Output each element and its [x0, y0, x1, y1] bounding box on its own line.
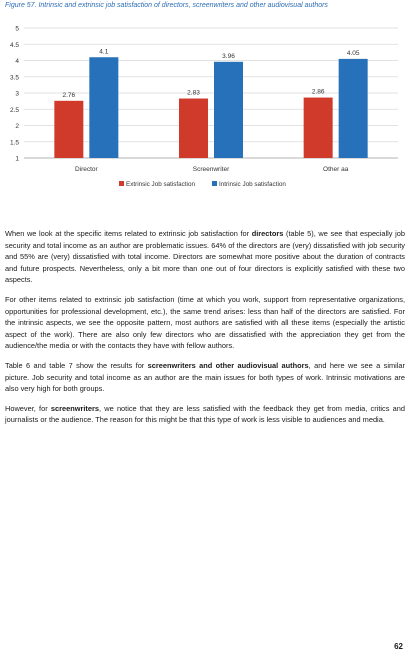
- data-label: 2.76: [62, 91, 76, 99]
- y-tick-label: 5: [15, 25, 19, 33]
- y-tick-label: 2: [15, 123, 19, 130]
- bar-intrinsic-other-aa: [339, 59, 368, 158]
- x-tick-label: Other aa: [323, 166, 349, 173]
- y-tick-label: 3.5: [9, 74, 19, 82]
- legend-entry: Intrinsic Job satisfaction: [219, 181, 286, 188]
- bar-extrinsic-screenwriter: [179, 99, 208, 158]
- bold-term: screenwriters and other audiovisual authors: [147, 360, 309, 370]
- figure-caption: Figure 57. Intrinsic and extrinsic job satisfaction of directors, screenwriters and other audiovisual authors: [5, 2, 328, 9]
- paragraph-4: [5, 403, 405, 426]
- data-label: 2.83: [187, 89, 200, 97]
- y-tick-label: 1: [15, 155, 19, 163]
- y-tick-label: 1.5: [9, 139, 19, 147]
- text-run: (table 5), we see that especially job security and total income as an author are problematic issues. 64% of the directors are (very) dissatisfied with job security and 55% are (very) dissatisfied with total income. Directors are somewhat more positive about the duration of contracts and future prospects. Nevertheless, only a bit more than one out of four directors is explicitly satisfied with these two aspects.: [5, 229, 405, 285]
- data-label: 3.96: [222, 52, 235, 60]
- y-tick-label: 4.5: [9, 41, 19, 49]
- text-run: , and here we see a similar picture. Job security and total income as an author are the main issues for both types of work. Intrinsic motivations are also very high for both groups.: [5, 360, 405, 394]
- data-label: 2.86: [311, 88, 325, 96]
- data-label: 4.05: [346, 49, 360, 57]
- body-text: [5, 228, 405, 434]
- paragraph-2: [5, 294, 405, 352]
- text-run: Table 6 and table 7 show the results for: [5, 360, 148, 370]
- y-tick-label: 2.5: [9, 106, 19, 114]
- bar-intrinsic-screenwriter: [214, 62, 243, 158]
- x-tick-label: Director: [74, 166, 98, 173]
- text-run: When we look at the specific items related to extrinsic job satisfaction for: [5, 229, 252, 238]
- bold-term: directors: [251, 229, 284, 238]
- legend-swatch-intrinsic: [212, 181, 217, 186]
- bar-extrinsic-director: [54, 101, 83, 158]
- y-tick-label: 3: [15, 90, 19, 98]
- satisfaction-bar-chart: [0, 18, 408, 198]
- legend-swatch-extrinsic: [119, 181, 124, 186]
- bar-extrinsic-other-aa: [304, 98, 333, 158]
- x-tick-label: Screenwriter: [192, 166, 230, 173]
- bar-intrinsic-director: [89, 57, 118, 158]
- page-number: 62: [394, 642, 403, 651]
- text-run: However, for: [5, 403, 51, 413]
- text-run: , we notice that they are less satisfied with the feedback they get from media, critics and journalists or the audience. The reason for this might be that this type of work is less visible to audiences and media.: [5, 403, 405, 425]
- paragraph-1: [5, 228, 405, 286]
- bold-term: screenwriters: [50, 403, 99, 413]
- paragraph-3: [5, 360, 405, 395]
- data-label: 4.1: [99, 48, 109, 56]
- text-run: For other items related to extrinsic job satisfaction (time at which you work, support from representative organizations, opportunities for professional development, etc.), the same trend arises: less than half of the directors are satisfied. For the intrinsic aspects, we see the opposite pattern, most authors are satisfied with all these items (especially the artistic aspect of the work). There are also only few directors who are dissatisfied with the appreciation they get from the audience/the media or with the contacts they have with fellow authors.: [5, 294, 405, 351]
- y-tick-label: 4: [15, 58, 19, 65]
- legend-entry: Extrinsic Job satisfaction: [126, 181, 195, 188]
